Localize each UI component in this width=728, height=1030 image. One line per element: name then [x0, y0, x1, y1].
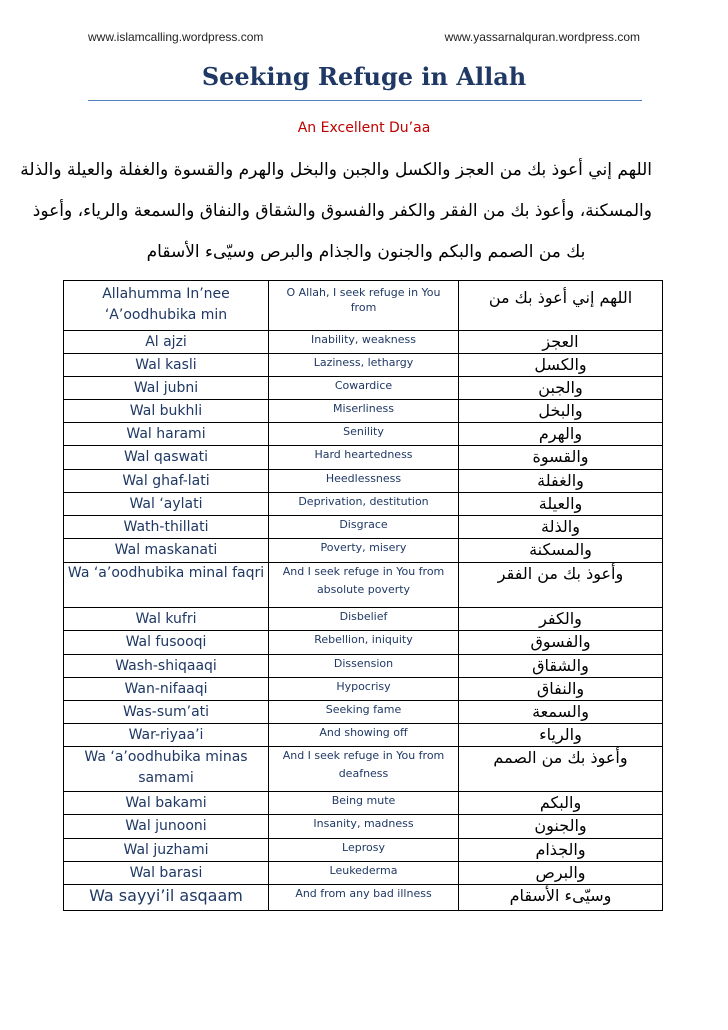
arabic-cell: العجز [459, 331, 663, 354]
arabic-cell: والبرص [459, 862, 663, 885]
arabic-cell: والعيلة [459, 493, 663, 516]
arabic-cell: والرياء [459, 724, 663, 747]
english-cell: Senility [269, 423, 459, 446]
english-cell: Poverty, misery [269, 539, 459, 563]
arabic-dua-paragraph [20, 150, 652, 273]
table-row [64, 792, 663, 815]
arabic-cell: والجنون [459, 815, 663, 839]
transliteration-cell: Al ajzi [64, 331, 269, 354]
page-subtitle: An Excellent Du’aa [297, 120, 431, 136]
table-row [64, 678, 663, 701]
arabic-cell: والكسل [459, 354, 663, 377]
table-row [64, 423, 663, 446]
english-cell: Disgrace [269, 516, 459, 539]
table-row [64, 331, 663, 354]
table-row [64, 377, 663, 400]
arabic-dua-line: اللهم إني أعوذ بك من العجز والكسل والجبن والبخل والهرم والقسوة والغفلة والعيلة والذلة [20, 160, 652, 180]
arabic-cell: والشقاق [459, 655, 663, 678]
title-underline [88, 100, 642, 101]
table-row [64, 539, 663, 563]
table-row [64, 608, 663, 631]
table-row [64, 516, 663, 539]
transliteration-cell: Wal ‘aylati [64, 493, 269, 516]
table-row [64, 631, 663, 655]
arabic-cell: والبخل [459, 400, 663, 423]
english-cell: Rebellion, iniquity [269, 631, 459, 655]
english-cell: O Allah, I seek refuge in You from [269, 281, 459, 331]
english-cell: Laziness, lethargy [269, 354, 459, 377]
arabic-cell: والسمعة [459, 701, 663, 724]
arabic-cell: وأعوذ بك من الصمم [459, 747, 663, 792]
english-cell: Dissension [269, 655, 459, 678]
transliteration-cell: Wal kasli [64, 354, 269, 377]
page-title: Seeking Refuge in Allah [201, 62, 527, 91]
english-cell: Inability, weakness [269, 331, 459, 354]
header-right-url: www.yassarnalquran.wordpress.com [444, 30, 640, 44]
english-cell: And I seek refuge in You from absolute poverty [269, 563, 459, 608]
table-row [64, 885, 663, 911]
transliteration-cell: Wal jubni [64, 377, 269, 400]
dua-table [63, 280, 663, 911]
table-row [64, 354, 663, 377]
transliteration-cell: Wal juzhami [64, 839, 269, 862]
arabic-cell: وأعوذ بك من الفقر [459, 563, 663, 608]
transliteration-cell: Wal maskanati [64, 539, 269, 563]
table-row [64, 281, 663, 331]
arabic-cell: اللهم إني أعوذ بك من [459, 281, 663, 331]
english-cell: Seeking fame [269, 701, 459, 724]
transliteration-cell: Was-sum’ati [64, 701, 269, 724]
arabic-dua-line: بك من الصمم والبكم والجنون والجذام والبرص وسيّىء الأسقام [146, 242, 586, 262]
table-row [64, 493, 663, 516]
transliteration-cell: Wal junooni [64, 815, 269, 839]
english-cell: Disbelief [269, 608, 459, 631]
table-row [64, 446, 663, 470]
table-row [64, 815, 663, 839]
english-cell: Being mute [269, 792, 459, 815]
arabic-cell: والجذام [459, 839, 663, 862]
transliteration-cell: Wal bukhli [64, 400, 269, 423]
arabic-cell: والجبن [459, 377, 663, 400]
english-cell: And from any bad illness [269, 885, 459, 911]
transliteration-cell: Wal bakami [64, 792, 269, 815]
arabic-cell: والنفاق [459, 678, 663, 701]
table-row [64, 563, 663, 608]
transliteration-cell: Wal harami [64, 423, 269, 446]
english-cell: Deprivation, destitution [269, 493, 459, 516]
arabic-cell: وسيّىء الأسقام [459, 885, 663, 911]
arabic-cell: والمسكنة [459, 539, 663, 563]
english-cell: Hypocrisy [269, 678, 459, 701]
transliteration-cell: Wal ghaf-lati [64, 470, 269, 493]
arabic-cell: والهرم [459, 423, 663, 446]
transliteration-cell: Wash-shiqaaqi [64, 655, 269, 678]
arabic-cell: والذلة [459, 516, 663, 539]
header-left-url: www.islamcalling.wordpress.com [88, 30, 264, 44]
transliteration-cell: Wa sayyi’il asqaam [64, 885, 269, 911]
english-cell: Heedlessness [269, 470, 459, 493]
transliteration-cell: Wath-thillati [64, 516, 269, 539]
table-row [64, 747, 663, 792]
english-cell: Insanity, madness [269, 815, 459, 839]
transliteration-cell: Wal qaswati [64, 446, 269, 470]
transliteration-cell: Allahumma In’nee ‘A’oodhubika min [64, 281, 269, 331]
transliteration-cell: Wan-nifaaqi [64, 678, 269, 701]
table-row [64, 701, 663, 724]
transliteration-cell: Wa ‘a’oodhubika minal faqri [64, 563, 269, 608]
english-cell: And showing off [269, 724, 459, 747]
transliteration-cell: Wal fusooqi [64, 631, 269, 655]
english-cell: And I seek refuge in You from deafness [269, 747, 459, 792]
arabic-dua-line: والمسكنة، وأعوذ بك من الفقر والكفر والفسوق والشقاق والنفاق والسمعة والرياء، وأعوذ [32, 201, 652, 221]
table-row [64, 724, 663, 747]
english-cell: Leukederma [269, 862, 459, 885]
table-row [64, 400, 663, 423]
table-row [64, 839, 663, 862]
transliteration-cell: Wa ‘a’oodhubika minas samami [64, 747, 269, 792]
english-cell: Cowardice [269, 377, 459, 400]
english-cell: Leprosy [269, 839, 459, 862]
arabic-cell: والفسوق [459, 631, 663, 655]
arabic-cell: والبكم [459, 792, 663, 815]
english-cell: Miserliness [269, 400, 459, 423]
transliteration-cell: Wal kufri [64, 608, 269, 631]
table-row [64, 470, 663, 493]
arabic-cell: والغفلة [459, 470, 663, 493]
arabic-cell: والقسوة [459, 446, 663, 470]
table-row [64, 655, 663, 678]
english-cell: Hard heartedness [269, 446, 459, 470]
arabic-cell: والكفر [459, 608, 663, 631]
table-row [64, 862, 663, 885]
transliteration-cell: War-riyaa’i [64, 724, 269, 747]
transliteration-cell: Wal barasi [64, 862, 269, 885]
